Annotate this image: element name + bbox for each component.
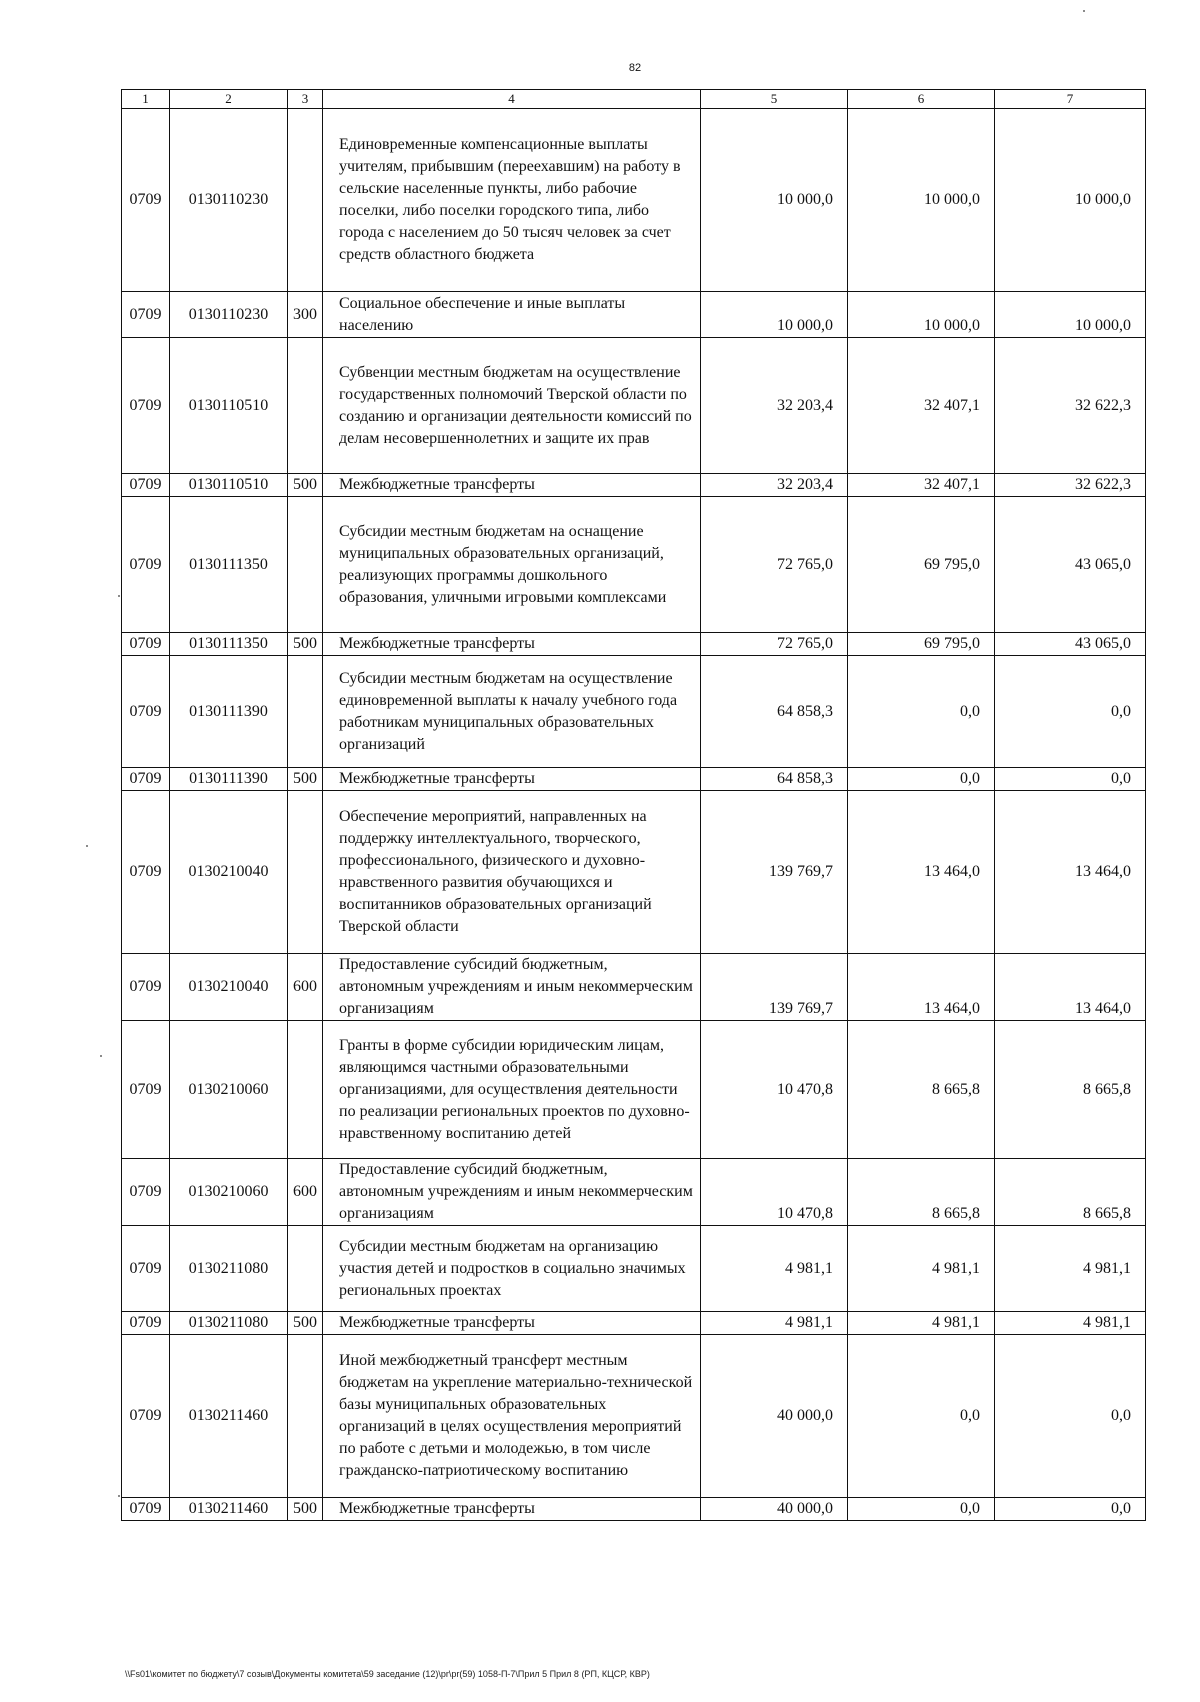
- scan-speck: [118, 1495, 120, 1497]
- table-body: [122, 90, 1146, 1521]
- file-path-footer: \\Fs01\комитет по бюджету\7 созыв\Документы комитета\59 заседание (12)\pr\pr(59) 1058-П-7\Прил 5 Прил 8 (РП, КЦСР, КВР): [125, 1669, 650, 1679]
- column-header: 3: [288, 90, 323, 109]
- expense-type-cell: [288, 497, 323, 633]
- target-code-cell: 0130210060: [170, 1021, 288, 1159]
- target-code-cell: 0130211080: [170, 1226, 288, 1312]
- target-code-cell: 0130110510: [170, 474, 288, 497]
- amount-year2-cell: 4 981,1: [848, 1226, 995, 1312]
- description-cell: Предоставление субсидий бюджетным, автономным учреждениям и иным некоммерческим организациям: [323, 954, 701, 1021]
- amount-year2-cell: 0,0: [848, 1498, 995, 1521]
- section-cell: 0709: [122, 1226, 170, 1312]
- expense-type-cell: [288, 109, 323, 292]
- section-cell: 0709: [122, 1498, 170, 1521]
- description-cell: Межбюджетные трансферты: [323, 1498, 701, 1521]
- amount-year2-cell: 0,0: [848, 656, 995, 768]
- amount-year1-cell: 64 858,3: [701, 768, 848, 791]
- target-code-cell: 0130111390: [170, 656, 288, 768]
- amount-year2-cell: 13 464,0: [848, 954, 995, 1021]
- amount-year3-cell: 4 981,1: [995, 1312, 1146, 1335]
- section-cell: 0709: [122, 1159, 170, 1226]
- amount-year3-cell: 4 981,1: [995, 1226, 1146, 1312]
- description-cell: Субсидии местным бюджетам на осуществление единовременной выплаты к началу учебного года работникам муниципальных образовательных организаций: [323, 656, 701, 768]
- target-code-cell: 0130211460: [170, 1335, 288, 1498]
- target-code-cell: 0130110510: [170, 338, 288, 474]
- target-code-cell: 0130210060: [170, 1159, 288, 1226]
- section-cell: 0709: [122, 791, 170, 954]
- amount-year3-cell: 0,0: [995, 1335, 1146, 1498]
- column-header: 7: [995, 90, 1146, 109]
- table-row: [122, 768, 1146, 791]
- description-cell: Предоставление субсидий бюджетным, автономным учреждениям и иным некоммерческим организациям: [323, 1159, 701, 1226]
- table-row: [122, 338, 1146, 474]
- section-cell: 0709: [122, 656, 170, 768]
- expense-type-cell: 600: [288, 954, 323, 1021]
- column-header-row: [122, 90, 1146, 109]
- description-cell: Межбюджетные трансферты: [323, 1312, 701, 1335]
- table-row: [122, 1498, 1146, 1521]
- expense-type-cell: 500: [288, 1312, 323, 1335]
- amount-year3-cell: 13 464,0: [995, 954, 1146, 1021]
- description-cell: Субсидии местным бюджетам на организацию участия детей и подростков в социально значимых региональных проектах: [323, 1226, 701, 1312]
- expense-type-cell: 500: [288, 768, 323, 791]
- table-row: [122, 1312, 1146, 1335]
- table-row: [122, 1021, 1146, 1159]
- amount-year2-cell: 0,0: [848, 1335, 995, 1498]
- description-cell: Иной межбюджетный трансферт местным бюджетам на укрепление материально-технической базы муниципальных образовательных организаций в целях осуществления мероприятий по работе с детьми и молодежью, в том числе гражданско-патриотическому воспитанию: [323, 1335, 701, 1498]
- target-code-cell: 0130210040: [170, 954, 288, 1021]
- section-cell: 0709: [122, 497, 170, 633]
- expense-type-cell: [288, 338, 323, 474]
- amount-year2-cell: 8 665,8: [848, 1021, 995, 1159]
- expense-type-cell: 300: [288, 292, 323, 338]
- description-cell: Субвенции местным бюджетам на осуществление государственных полномочий Тверской области по созданию и организации деятельности комиссий по делам несовершеннолетних и защите их прав: [323, 338, 701, 474]
- amount-year1-cell: 40 000,0: [701, 1498, 848, 1521]
- amount-year1-cell: 64 858,3: [701, 656, 848, 768]
- amount-year3-cell: 43 065,0: [995, 633, 1146, 656]
- scan-speck: [100, 1055, 102, 1057]
- table-row: [122, 109, 1146, 292]
- section-cell: 0709: [122, 954, 170, 1021]
- amount-year3-cell: 8 665,8: [995, 1159, 1146, 1226]
- amount-year3-cell: 32 622,3: [995, 338, 1146, 474]
- amount-year2-cell: 69 795,0: [848, 633, 995, 656]
- expense-type-cell: [288, 1335, 323, 1498]
- amount-year1-cell: 10 470,8: [701, 1159, 848, 1226]
- amount-year3-cell: 0,0: [995, 1498, 1146, 1521]
- expense-type-cell: 600: [288, 1159, 323, 1226]
- table-row: [122, 954, 1146, 1021]
- description-cell: Единовременные компенсационные выплаты учителям, прибывшим (переехавшим) на работу в сельские населенные пункты, либо рабочие поселки, либо поселки городского типа, либо города с населением до 50 тысяч человек за счет средств областного бюджета: [323, 109, 701, 292]
- scan-speck: [118, 595, 120, 597]
- expense-type-cell: 500: [288, 474, 323, 497]
- target-code-cell: 0130111350: [170, 497, 288, 633]
- amount-year1-cell: 72 765,0: [701, 497, 848, 633]
- amount-year2-cell: 10 000,0: [848, 292, 995, 338]
- description-cell: Межбюджетные трансферты: [323, 768, 701, 791]
- amount-year2-cell: 32 407,1: [848, 338, 995, 474]
- section-cell: 0709: [122, 474, 170, 497]
- amount-year2-cell: 69 795,0: [848, 497, 995, 633]
- amount-year1-cell: 10 000,0: [701, 109, 848, 292]
- description-cell: Субсидии местным бюджетам на оснащение муниципальных образовательных организаций, реализующих программы дошкольного образования, уличными игровыми комплексами: [323, 497, 701, 633]
- target-code-cell: 0130211460: [170, 1498, 288, 1521]
- section-cell: 0709: [122, 338, 170, 474]
- section-cell: 0709: [122, 633, 170, 656]
- scan-speck: [86, 845, 88, 847]
- target-code-cell: 0130211080: [170, 1312, 288, 1335]
- amount-year3-cell: 13 464,0: [995, 791, 1146, 954]
- column-header: 5: [701, 90, 848, 109]
- amount-year1-cell: 72 765,0: [701, 633, 848, 656]
- target-code-cell: 0130111350: [170, 633, 288, 656]
- amount-year1-cell: 139 769,7: [701, 791, 848, 954]
- table-row: [122, 1159, 1146, 1226]
- table-row: [122, 497, 1146, 633]
- budget-table: [121, 89, 1146, 1521]
- target-code-cell: 0130210040: [170, 791, 288, 954]
- table-row: [122, 633, 1146, 656]
- amount-year2-cell: 0,0: [848, 768, 995, 791]
- amount-year3-cell: 10 000,0: [995, 109, 1146, 292]
- column-header: 6: [848, 90, 995, 109]
- description-cell: Обеспечение мероприятий, направленных на поддержку интеллектуального, творческого, профессионального, физического и духовно-нравственного развития обучающихся и воспитанников образовательных организаций Тверской области: [323, 791, 701, 954]
- amount-year1-cell: 10 000,0: [701, 292, 848, 338]
- amount-year2-cell: 13 464,0: [848, 791, 995, 954]
- column-header: 4: [323, 90, 701, 109]
- expense-type-cell: 500: [288, 1498, 323, 1521]
- amount-year1-cell: 40 000,0: [701, 1335, 848, 1498]
- amount-year1-cell: 4 981,1: [701, 1312, 848, 1335]
- table-row: [122, 474, 1146, 497]
- amount-year2-cell: 8 665,8: [848, 1159, 995, 1226]
- target-code-cell: 0130110230: [170, 109, 288, 292]
- expense-type-cell: [288, 1021, 323, 1159]
- amount-year3-cell: 43 065,0: [995, 497, 1146, 633]
- amount-year1-cell: 10 470,8: [701, 1021, 848, 1159]
- description-cell: Социальное обеспечение и иные выплаты населению: [323, 292, 701, 338]
- amount-year3-cell: 0,0: [995, 768, 1146, 791]
- amount-year1-cell: 32 203,4: [701, 338, 848, 474]
- column-header: 1: [122, 90, 170, 109]
- expense-type-cell: 500: [288, 633, 323, 656]
- description-cell: Межбюджетные трансферты: [323, 633, 701, 656]
- section-cell: 0709: [122, 1335, 170, 1498]
- description-cell: Межбюджетные трансферты: [323, 474, 701, 497]
- amount-year2-cell: 4 981,1: [848, 1312, 995, 1335]
- amount-year3-cell: 32 622,3: [995, 474, 1146, 497]
- target-code-cell: 0130111390: [170, 768, 288, 791]
- table-row: [122, 1226, 1146, 1312]
- amount-year1-cell: 4 981,1: [701, 1226, 848, 1312]
- section-cell: 0709: [122, 1312, 170, 1335]
- amount-year3-cell: 8 665,8: [995, 1021, 1146, 1159]
- amount-year2-cell: 10 000,0: [848, 109, 995, 292]
- section-cell: 0709: [122, 292, 170, 338]
- section-cell: 0709: [122, 109, 170, 292]
- table-row: [122, 656, 1146, 768]
- amount-year3-cell: 10 000,0: [995, 292, 1146, 338]
- page-number: 82: [628, 62, 642, 74]
- column-header: 2: [170, 90, 288, 109]
- expense-type-cell: [288, 791, 323, 954]
- amount-year3-cell: 0,0: [995, 656, 1146, 768]
- expense-type-cell: [288, 1226, 323, 1312]
- table-row: [122, 1335, 1146, 1498]
- target-code-cell: 0130110230: [170, 292, 288, 338]
- section-cell: 0709: [122, 1021, 170, 1159]
- amount-year1-cell: 139 769,7: [701, 954, 848, 1021]
- expense-type-cell: [288, 656, 323, 768]
- scan-speck: [1083, 10, 1085, 12]
- description-cell: Гранты в форме субсидии юридическим лицам, являющимся частными образовательными организациями, для осуществления деятельности по реализации региональных проектов по духовно-нравственному воспитанию детей: [323, 1021, 701, 1159]
- table-row: [122, 791, 1146, 954]
- section-cell: 0709: [122, 768, 170, 791]
- table-row: [122, 292, 1146, 338]
- amount-year1-cell: 32 203,4: [701, 474, 848, 497]
- amount-year2-cell: 32 407,1: [848, 474, 995, 497]
